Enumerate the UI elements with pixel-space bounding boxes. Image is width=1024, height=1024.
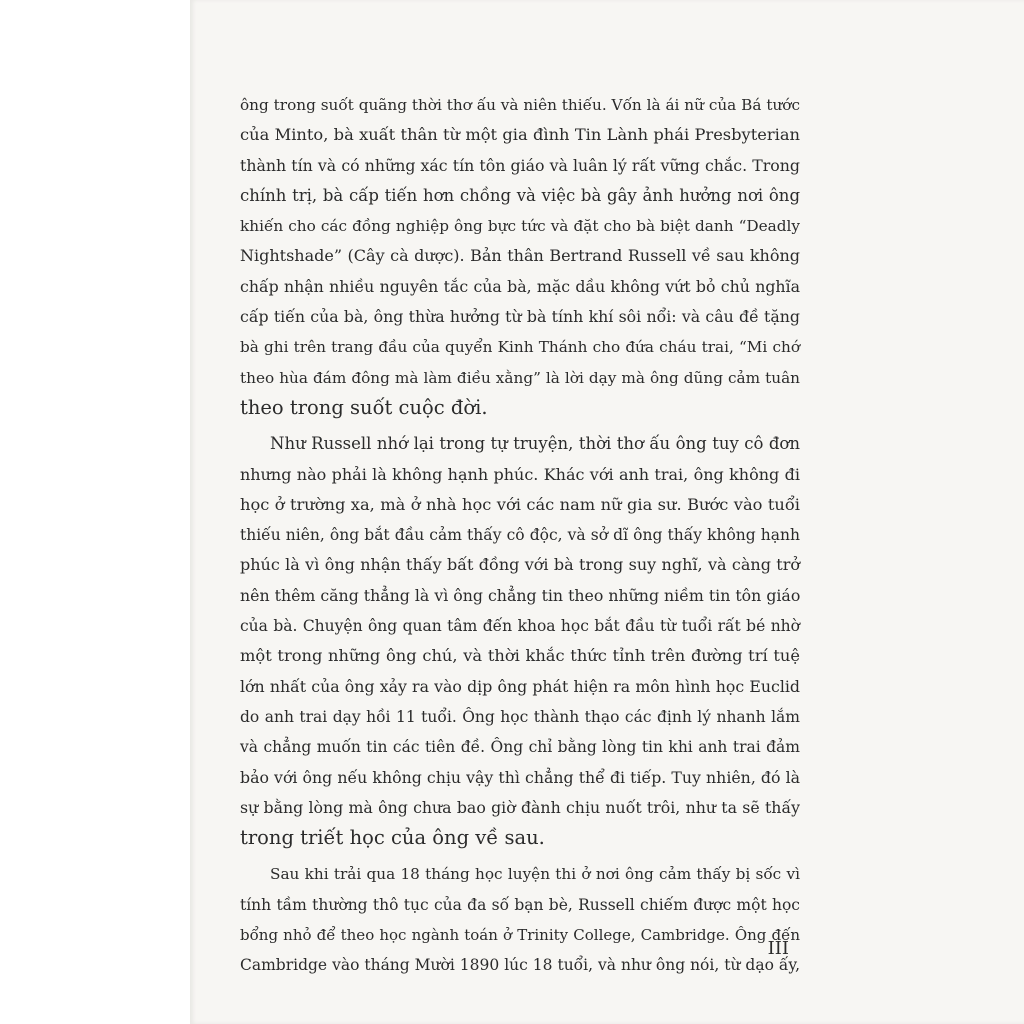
text-line: chính trị, bà cấp tiến hơn chồng và việc bà gây ảnh hưởng nơi ông — [240, 185, 800, 205]
paragraph-2 — [240, 429, 800, 853]
text-line: khiến cho các đồng nghiệp ông bực tức và đặt cho bà biệt danh “Deadly — [240, 217, 800, 236]
text-line: một trong những ông chú, và thời khắc thức tỉnh trên đường trí tuệ — [240, 646, 800, 666]
text-line: phúc là vì ông nhận thấy bất đồng với bà trong suy nghĩ, và càng trở — [240, 555, 800, 575]
text-line: lớn nhất của ông xảy ra vào dịp ông phát hiện ra môn hình học Euclid — [240, 676, 800, 696]
text-line: học ở trường xa, mà ở nhà học với các nam nữ gia sư. Bước vào tuổi — [240, 494, 800, 514]
body-text — [240, 90, 800, 981]
text-line: nên thêm căng thẳng là vì ông chẳng tin theo những niềm tin tôn giáo — [240, 585, 801, 605]
text-line: sự bằng lòng mà ông chưa bao giờ đành chịu nuốt trôi, như ta sẽ thấy — [240, 797, 800, 817]
text-line: bổng nhỏ để theo học ngành toán ở Trinity College, Cambridge. Ông đến — [240, 926, 800, 945]
text-line: chấp nhận nhiều nguyên tắc của bà, mặc dầu không vứt bỏ chủ nghĩa — [240, 276, 800, 296]
text-line: của Minto, bà xuất thân từ một gia đình Tin Lành phái Presbyterian — [240, 125, 800, 145]
text-line: cấp tiến của bà, ông thừa hưởng từ bà tính khí sôi nổi: và câu đề tặng — [240, 307, 800, 327]
text-line: thành tín và có những xác tín tôn giáo và luân lý rất vững chắc. Trong — [240, 155, 800, 175]
text-line: tính tầm thường thô tục của đa số bạn bè, Russell chiếm được một học — [240, 895, 800, 914]
text-line: Sau khi trải qua 18 tháng học luyện thi ở nơi ông cảm thấy bị sốc vì — [270, 865, 800, 884]
text-line: bà ghi trên trang đầu của quyển Kinh Thánh cho đứa cháu trai, “Mi chớ — [240, 338, 800, 357]
paragraph-3 — [240, 859, 800, 980]
text-line: nhưng nào phải là không hạnh phúc. Khác với anh trai, ông không đi — [240, 464, 800, 484]
text-line: thiếu niên, ông bắt đầu cảm thấy cô độc, và sở dĩ ông thấy không hạnh — [240, 526, 800, 545]
text-line: Như Russell nhớ lại trong tự truyện, thời thơ ấu ông tuy cô đơn — [270, 434, 800, 454]
text-line: và chẳng muốn tin các tiên đề. Ông chỉ bằng lòng tin khi anh trai đảm — [240, 738, 800, 757]
text-line: của bà. Chuyện ông quan tâm đến khoa học bắt đầu từ tuổi rất bé nhờ — [240, 617, 800, 636]
text-line: theo trong suốt cuộc đời. — [240, 395, 488, 419]
text-line: bảo với ông nếu không chịu vậy thì chẳng thể đi tiếp. Tuy nhiên, đó là — [240, 767, 800, 787]
text-line: theo hùa đám đông mà làm điều xằng” là lời dạy mà ông dũng cảm tuân — [240, 368, 800, 387]
text-line: do anh trai dạy hồi 11 tuổi. Ông học thành thạo các định lý nhanh lắm — [240, 707, 800, 726]
text-line: ông trong suốt quãng thời thơ ấu và niên thiếu. Vốn là ái nữ của Bá tước — [240, 96, 800, 114]
text-line: Cambridge vào tháng Mười 1890 lúc 18 tuổi, và như ông nói, từ dạo ấy, — [240, 956, 800, 975]
text-line: Nightshade” (Cây cà dược). Bản thân Bertrand Russell về sau không — [240, 246, 800, 266]
paragraph-1 — [240, 90, 800, 423]
text-line: trong triết học của ông về sau. — [240, 826, 545, 850]
page-number: III — [767, 938, 789, 959]
